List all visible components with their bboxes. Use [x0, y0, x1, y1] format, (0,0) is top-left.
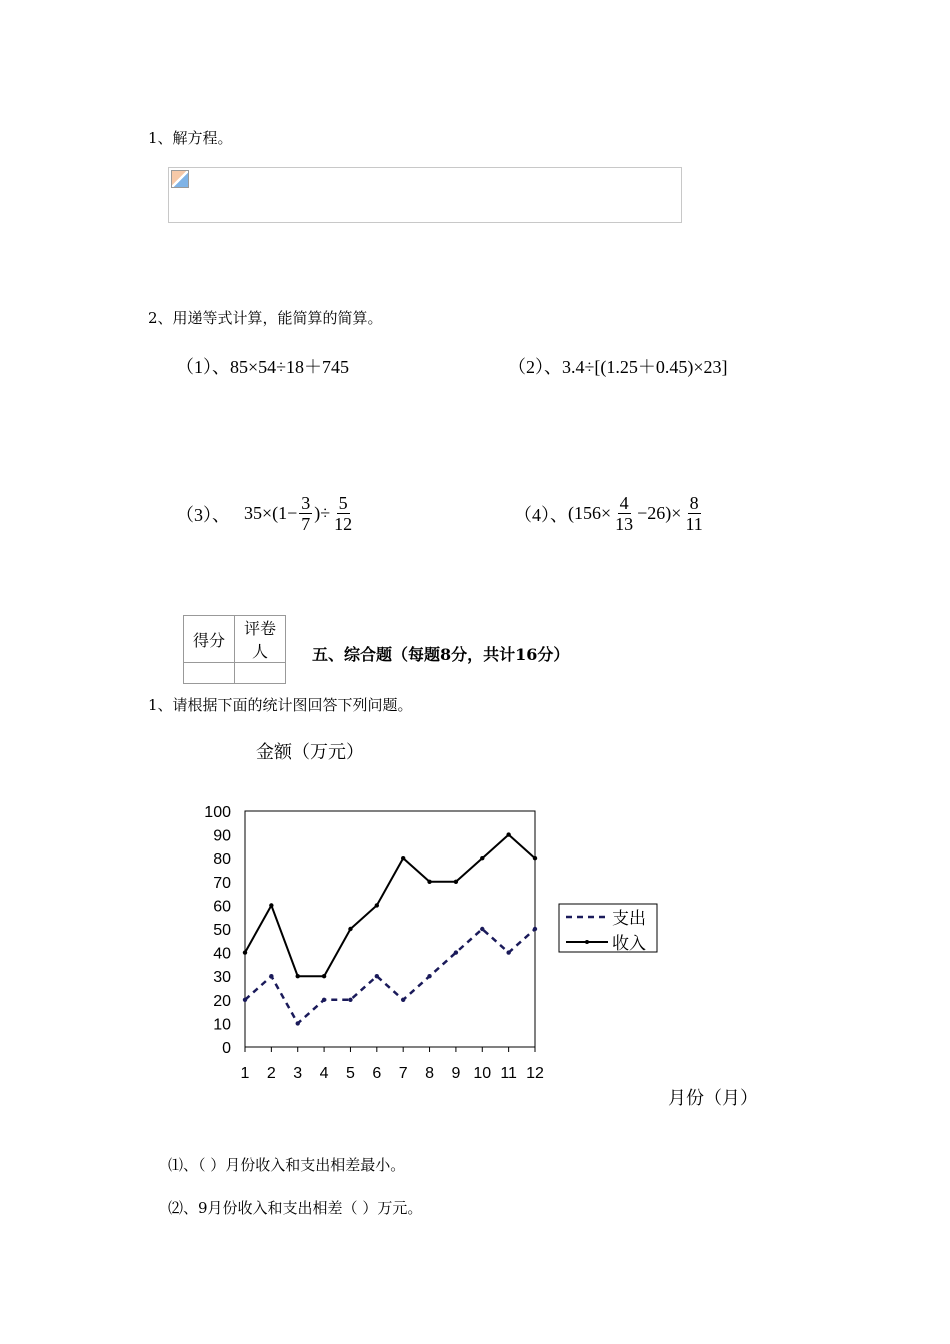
y-tick-label: 30	[213, 969, 231, 987]
y-tick-label: 70	[213, 874, 231, 892]
x-tick-label: 4	[319, 1065, 329, 1082]
data-point-expense	[480, 927, 484, 931]
fraction-numerator: 4	[619, 493, 629, 513]
fraction-denominator: 11	[685, 514, 703, 534]
y-tick-label: 0	[222, 1040, 231, 1057]
data-point-expense	[243, 998, 247, 1002]
data-point-expense	[427, 974, 431, 978]
data-point-income	[322, 974, 326, 978]
y-tick-label: 10	[213, 1016, 231, 1034]
legend-label-expense: 支出	[612, 909, 646, 928]
y-tick-label: 100	[204, 804, 231, 821]
grader-header: 评卷人	[235, 616, 286, 663]
legend	[559, 904, 657, 953]
data-point-expense	[348, 998, 352, 1002]
data-point-expense	[401, 998, 405, 1002]
sub-question-1: ⑴、（ ）月份收入和支出相差最小。	[168, 1156, 406, 1174]
problem-1-expression: 85×54÷18＋745	[230, 357, 350, 377]
x-tick-label: 3	[293, 1065, 303, 1082]
y-tick-label: 90	[213, 827, 231, 845]
data-point-income	[296, 974, 300, 978]
problem-4-number: （4）、	[514, 504, 568, 525]
x-tick-label: 8	[425, 1065, 434, 1082]
data-point-income	[243, 950, 247, 954]
x-tick-label: 2	[266, 1065, 276, 1082]
x-tick-label: 12	[526, 1065, 544, 1082]
data-point-expense	[506, 950, 510, 954]
y-tick-label: 60	[213, 898, 231, 916]
fraction-denominator: 12	[334, 514, 353, 534]
section-5-title: 五、综合题（每题8分，共计16分）	[312, 645, 570, 664]
data-point-income	[401, 856, 405, 860]
fraction-numerator: 3	[301, 493, 311, 513]
data-point-income	[427, 880, 431, 884]
series-line-income	[245, 835, 535, 977]
y-axis-title: 金额（万元）	[256, 742, 364, 762]
data-point-income	[480, 856, 484, 860]
data-point-expense	[322, 998, 326, 1002]
problem-4-prefix: (156×	[568, 503, 612, 523]
data-point-income	[533, 856, 537, 860]
x-tick-label: 7	[398, 1065, 408, 1082]
fraction-denominator: 7	[301, 514, 311, 534]
y-tick-label: 80	[213, 851, 231, 869]
data-point-expense	[454, 950, 458, 954]
problem-3-number: （3）、	[176, 504, 230, 525]
score-header: 得分	[184, 616, 235, 663]
x-axis-title: 月份（月）	[668, 1088, 758, 1108]
plot-area	[245, 811, 535, 1047]
data-point-expense	[375, 974, 379, 978]
problem-3-middle: )÷	[314, 503, 331, 523]
problem-4-middle: −26)×	[637, 503, 682, 523]
legend-marker-income	[585, 940, 589, 944]
fraction-numerator: 8	[689, 493, 699, 513]
x-tick-label: 10	[473, 1065, 492, 1082]
legend-label-income: 收入	[612, 934, 646, 953]
data-point-income	[348, 927, 352, 931]
data-point-expense	[533, 927, 537, 931]
data-point-expense	[269, 974, 273, 978]
data-point-expense	[296, 1021, 300, 1025]
data-point-income	[506, 832, 510, 836]
section-5-question-1-label: 1、请根据下面的统计图回答下列问题。	[148, 696, 413, 714]
data-point-income	[375, 903, 379, 907]
y-tick-label: 50	[213, 922, 231, 939]
question-2-label: 2、用递等式计算，能简算的简算。	[148, 309, 383, 327]
problem-2-number: （2）、	[508, 357, 562, 377]
x-tick-label: 11	[500, 1065, 517, 1082]
x-tick-label: 5	[346, 1065, 355, 1082]
data-point-income	[454, 880, 458, 884]
x-tick-label: 1	[240, 1065, 250, 1082]
y-tick-label: 20	[213, 992, 231, 1010]
problem-1-number: （1）、	[176, 357, 230, 377]
question-1-label: 1、解方程。	[148, 129, 233, 147]
y-tick-label: 40	[213, 945, 231, 963]
problem-2-expression: 3.4÷[(1.25＋0.45)×23]	[562, 357, 728, 377]
problem-3-prefix: 35×(1−	[244, 503, 298, 523]
data-point-income	[269, 903, 273, 907]
x-tick-label: 9	[451, 1065, 461, 1082]
sub-question-2: ⑵、9月份收入和支出相差（ ）万元。	[168, 1199, 423, 1217]
series-line-expense	[245, 929, 535, 1023]
fraction-numerator: 5	[338, 493, 348, 513]
fraction-denominator: 13	[615, 514, 634, 534]
x-tick-label: 6	[372, 1065, 382, 1082]
